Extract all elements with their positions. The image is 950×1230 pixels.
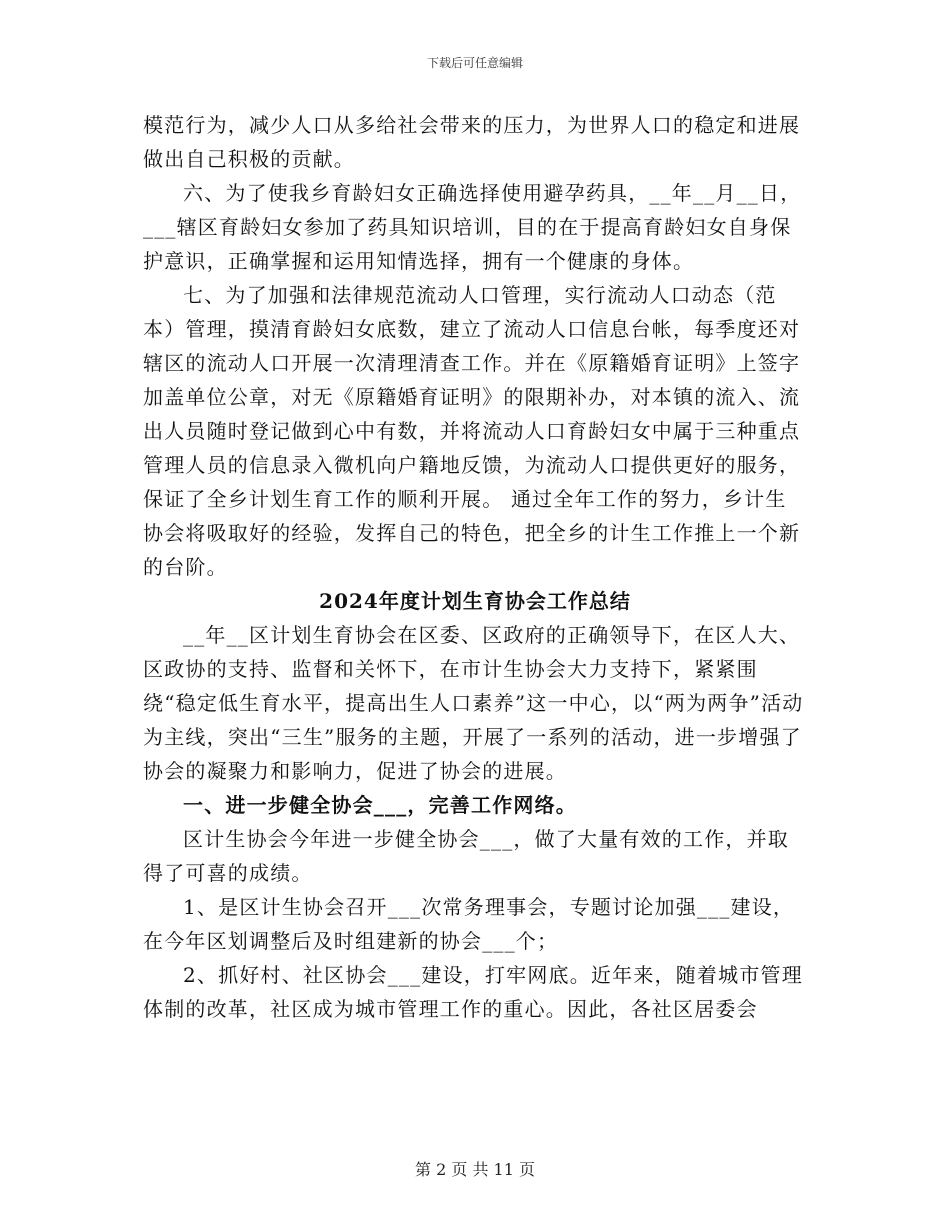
paragraph: 区计生协会今年进一步健全协会___，做了大量有效的工作，并取得了可喜的成绩。 (143, 827, 789, 885)
paragraph: __年__区计划生育协会在区委、区政府的正确领导下，在区人大、区政协的支持、监督和关怀下，在市计生协会大力支持下，紧紧围绕“稳定低生育水平，提高出生人口素养”这一中心，以“两为两争”活动为主线，突出“三生”服务的主题，开展了一系列的活动，进一步增强了协会的凝聚力和影响力，促进了协会的进展。 (143, 623, 804, 783)
page-header: 下载后可任意编辑 (426, 56, 523, 70)
paragraph: 2、抓好村、社区协会___建设，打牢网底。近年来，随着城市管理体制的改革，社区成为城市管理工作的重心。因此，各社区居委会 (143, 963, 803, 1021)
paragraph: 七、为了加强和法律规范流动人口管理，实行流动人口动态（范本）管理，摸清育龄妇女底数，建立了流动人口信息台帐，每季度还对辖区的流动人口开展一次清理清查工作。并在《原籍婚育证明》上签字加盖单位公章，对无《原籍婚育证明》的限期补办，对本镇的流入、流出人员随时登记做到心中有数，并将流动人口育龄妇女中属于三种重点管理人员的信息录入微机向户籍地反馈，为流动人口提供更好的服务，保证了全乡计划生育工作的顺利开展。 通过全年工作的努力，乡计生协会将吸取好的经验，发挥自己的特色，把全乡的计生工作推上一个新的台阶。 (143, 283, 801, 579)
page-footer: 第 2 页 共 11 页 (415, 1160, 535, 1179)
paragraph: 模范行为，减少人口从多给社会带来的压力，为世界人口的稳定和进展做出自己积极的贡献。 (143, 113, 801, 171)
section-heading: 一、进一步健全协会___，完善工作网络。 (183, 793, 577, 817)
section-title: 2024年度计划生育协会工作总结 (319, 589, 631, 613)
paragraph: 1、是区计生协会召开___次常务理事会，专题讨论加强___建设，在今年区划调整后及时组建新的协会___个； (143, 895, 795, 953)
document-body (143, 108, 807, 1026)
paragraph: 六、为了使我乡育龄妇女正确选择使用避孕药具，__年__月__日，___辖区育龄妇女参加了药具知识培训，目的在于提高育龄妇女自身保护意识，正确掌握和运用知情选择，拥有一个健康的身体。 (143, 181, 802, 273)
